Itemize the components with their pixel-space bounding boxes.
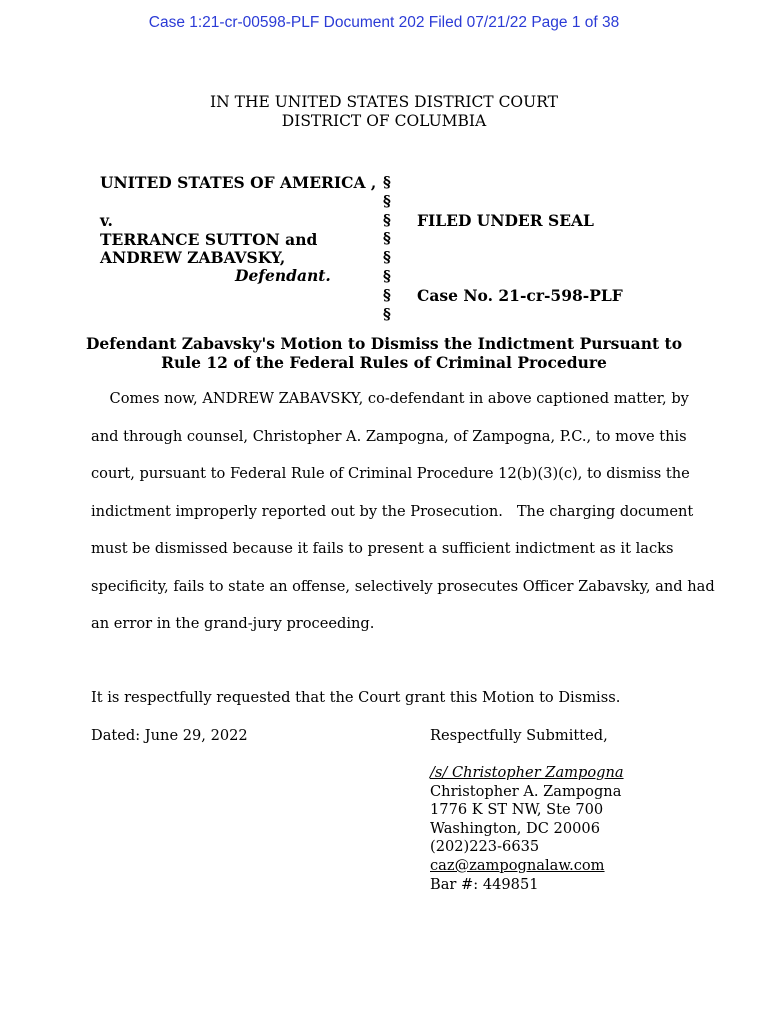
phone-number: (202)223-6635 bbox=[430, 838, 540, 856]
request-line: It is respectfully requested that the Court grant this Motion to Dismiss. bbox=[91, 689, 621, 706]
section-mark: § bbox=[383, 173, 391, 191]
section-mark: § bbox=[383, 285, 391, 304]
caption-defendant-role: Defendant. bbox=[235, 266, 331, 285]
caption-versus: v. bbox=[100, 211, 113, 230]
motion-title-line2: Rule 12 of the Federal Rules of Criminal Procedure bbox=[161, 353, 607, 372]
body-line: indictment improperly reported out by the Prosecution. The charging document bbox=[91, 503, 694, 520]
section-mark: § bbox=[383, 210, 391, 229]
section-mark: § bbox=[383, 191, 391, 210]
section-mark: § bbox=[383, 248, 391, 267]
attorney-name: Christopher A. Zampogna bbox=[430, 782, 622, 800]
motion-title-line1: Defendant Zabavsky's Motion to Dismiss the Indictment Pursuant to bbox=[85, 334, 683, 353]
section-mark: § bbox=[383, 229, 391, 248]
caption-defendant-line1: TERRANCE SUTTON and bbox=[100, 230, 318, 249]
court-district: DISTRICT OF COLUMBIA bbox=[281, 112, 487, 130]
section-mark: § bbox=[383, 266, 391, 285]
caption-defendant-line2: ANDREW ZABAVSKY, bbox=[100, 248, 286, 267]
ecf-header-stamp: Case 1:21-cr-00598-PLF Document 202 Filed 07/21/22 Page 1 of 38 bbox=[148, 14, 620, 31]
section-mark: § bbox=[383, 304, 391, 323]
body-line: must be dismissed because it fails to present a sufficient indictment as it lacks bbox=[91, 540, 674, 557]
court-name: IN THE UNITED STATES DISTRICT COURT bbox=[210, 93, 558, 111]
email-link[interactable]: caz@zampognalaw.com bbox=[430, 856, 605, 874]
body-line: Comes now, ANDREW ZABAVSKY, co-defendant in above captioned matter, by bbox=[91, 390, 689, 407]
address-line1: 1776 K ST NW, Ste 700 bbox=[430, 801, 604, 819]
case-number: Case No. 21-cr-598-PLF bbox=[417, 286, 623, 305]
electronic-signature: /s/ Christopher Zampogna bbox=[430, 764, 624, 781]
dated-line: Dated: June 29, 2022 bbox=[91, 727, 248, 744]
bar-number: Bar #: 449851 bbox=[430, 875, 539, 893]
body-line: and through counsel, Christopher A. Zampogna, of Zampogna, P.C., to move this bbox=[91, 428, 687, 445]
body-line: court, pursuant to Federal Rule of Criminal Procedure 12(b)(3)(c), to dismiss the bbox=[91, 465, 690, 482]
filed-under-seal: FILED UNDER SEAL bbox=[417, 211, 594, 230]
section-mark-column bbox=[383, 173, 391, 323]
body-line: specificity, fails to state an offense, selectively prosecutes Officer Zabavsky, and had bbox=[91, 578, 715, 595]
signature-block bbox=[430, 764, 624, 894]
respectfully-submitted: Respectfully Submitted, bbox=[430, 727, 608, 744]
caption-plaintiff: UNITED STATES OF AMERICA , bbox=[100, 173, 377, 192]
body-line: an error in the grand-jury proceeding. bbox=[91, 615, 375, 632]
address-line2: Washington, DC 20006 bbox=[430, 819, 600, 837]
